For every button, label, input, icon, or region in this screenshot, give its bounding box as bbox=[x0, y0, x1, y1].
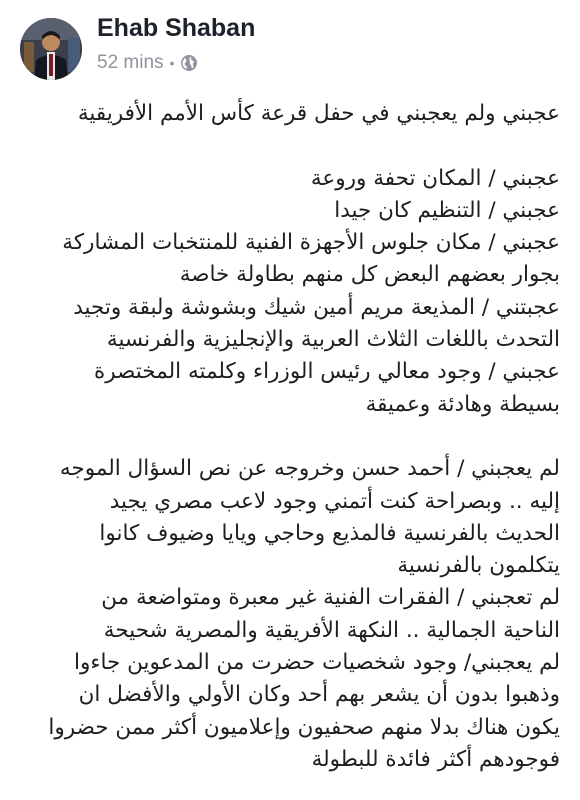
post-text-line: لم يعجبني / أحمد حسن وخروجه عن نص السؤال الموجه bbox=[59, 456, 560, 482]
post-text-line: عجبني ولم يعجبني في حفل قرعة كأس الأمم الأفريقية bbox=[77, 101, 560, 126]
post-text-line: عجبتني / المذيعة مريم أمين شيك وبشوشة ولبقة وتجيد bbox=[73, 294, 560, 320]
post-text-line: بجوار بعضهم البعض كل منهم بطاولة خاصة bbox=[179, 262, 560, 288]
post-meta bbox=[97, 52, 198, 74]
post-text-line: لم تعجبني / الفقرات الفنية غير معبرة ومتواضعة من bbox=[101, 585, 560, 611]
globe-icon[interactable] bbox=[180, 54, 198, 72]
post-text-line: وذهبوا بدون أن يشعر بهم أحد وكان الأولي والأفضل ان bbox=[78, 682, 560, 708]
post-text-line: الناحية الجمالية .. النكهة الأفريقية والمصرية شحيحة bbox=[103, 617, 560, 643]
paragraph-break bbox=[22, 421, 560, 453]
post-text-line: بسيطة وهادئة وعميقة bbox=[365, 391, 560, 417]
post-text-line: يكون هناك بدلا منهم صحفيون وإعلاميون أكثر ممن حضروا bbox=[48, 714, 560, 740]
paragraph-break bbox=[22, 130, 560, 162]
post-text-line: عجبني / التنظيم كان جيدا bbox=[334, 197, 560, 223]
post-text-line: عجبني / المكان تحفة وروعة bbox=[310, 165, 560, 191]
post-text-line: لم يعجبني/ وجود شخصيات حضرت من المدعوين جاءوا bbox=[74, 650, 560, 676]
post-text-line: يتكلمون بالفرنسية bbox=[397, 553, 560, 579]
post-text-line: عجبني / مكان جلوس الأجهزة الفنية للمنتخبات المشاركة bbox=[62, 230, 560, 256]
post-header bbox=[0, 0, 580, 90]
post-text bbox=[22, 98, 560, 776]
post-timestamp[interactable]: 52 mins bbox=[97, 52, 164, 73]
author-name[interactable]: Ehab Shaban bbox=[97, 14, 256, 42]
post-text-line: عجبني / وجود معالي رئيس الوزراء وكلمته المختصرة bbox=[94, 359, 560, 385]
avatar-image bbox=[20, 18, 82, 80]
post-text-line: الحديث بالفرنسية فالمذيع وحاجي ويايا وضيوف كانوا bbox=[99, 520, 560, 546]
avatar[interactable] bbox=[20, 18, 82, 80]
post-text-line: فوجودهم أكثر فائدة للبطولة bbox=[311, 746, 560, 772]
post-text-line: إليه .. وبصراحة كنت أتمني وجود لاعب مصري يجيد bbox=[109, 488, 560, 514]
meta-separator: • bbox=[169, 55, 175, 71]
post-text-line: التحدث باللغات الثلاث العربية والإنجليزية والفرنسية bbox=[106, 327, 560, 353]
